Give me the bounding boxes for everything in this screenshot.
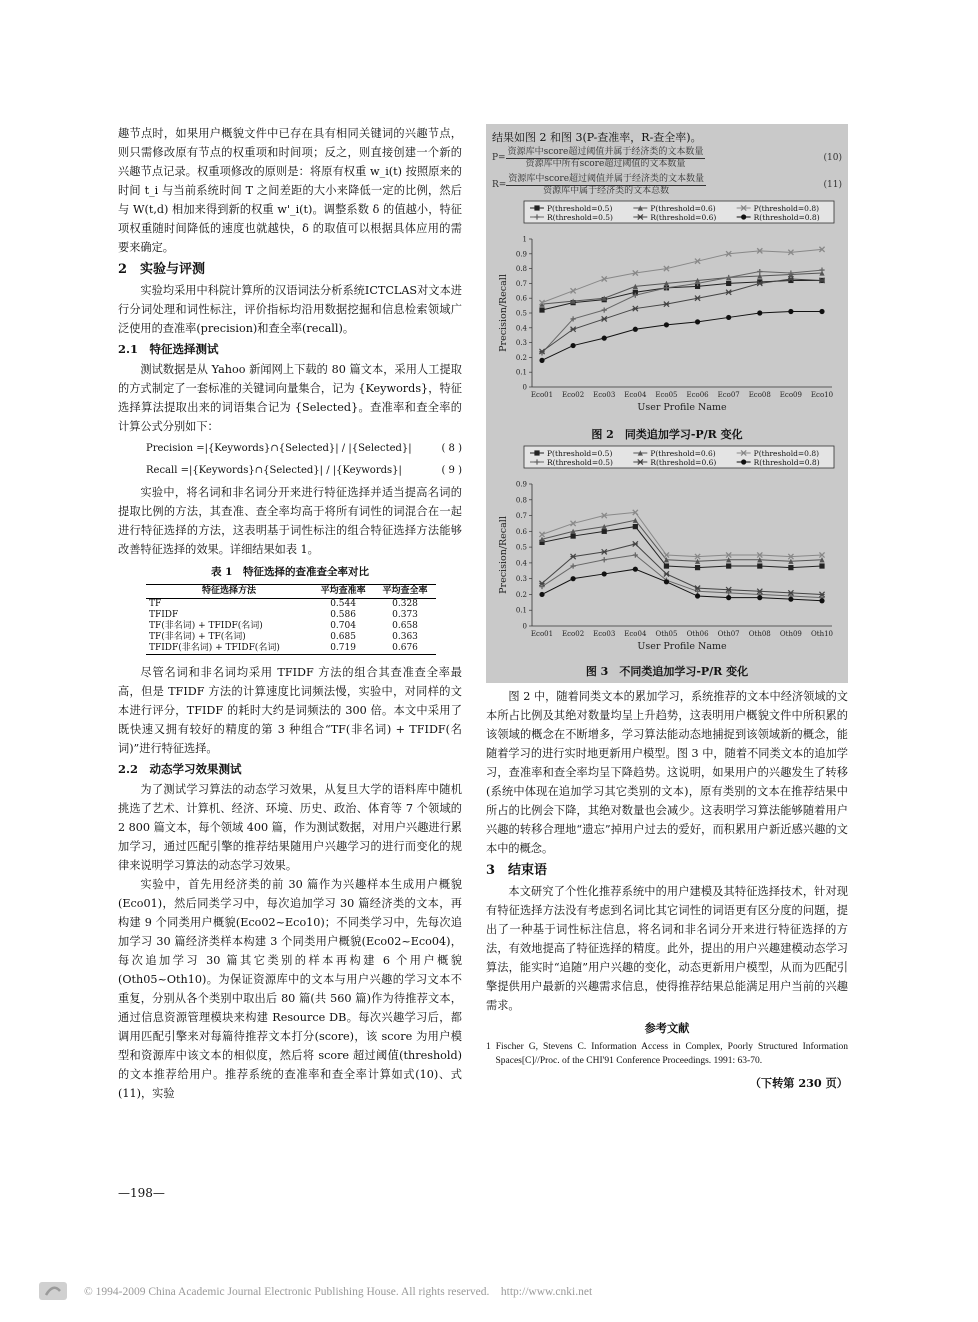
x-tick-label: Eco01 xyxy=(530,630,554,638)
paragraph: 本文研究了个性化推荐系统中的用户建模及其特征选择技术，针对现有特征选择方法没有考虑到名词比其它词性的词语更有区分度的问题，提出了一种基于词性标注信息，将名词和非名词分开来进行特征选择的方法，有效地提高了特征选择的精度。此外，提出的用户兴趣建模动态学习算法，能实时“追随”用户兴趣的变化，动态更新用户模型，从而为匹配引擎提供用户最新的兴趣需求信息，使得推荐结果总能满足用户当前的兴趣需求。 xyxy=(486,885,848,1012)
table-cell: TF(非名词) + TF(名词) xyxy=(149,632,246,642)
y-tick-label: 0.7 xyxy=(515,279,527,288)
data-point xyxy=(819,309,824,314)
data-point xyxy=(695,593,700,598)
table-row xyxy=(146,599,436,611)
y-tick-label: 0 xyxy=(522,622,527,631)
copyright-text: © 1994-2009 China Academic Journal Electronic Publishing House. All rights reserved. http://www.cnki.net xyxy=(84,1286,593,1298)
table-cell: 0.719 xyxy=(312,643,374,655)
y-tick-label: 0 xyxy=(522,383,527,392)
data-point xyxy=(757,310,762,315)
table-cell: 0.685 xyxy=(330,632,356,642)
table-row xyxy=(146,632,436,643)
paragraph: 图 2 中，随着同类文本的累加学习，系统推荐的文本中经济领域的文本所占比例及其绝对数量均呈上升趋势，这表明用户概貌文件中所积累的该领域的概念在不断增多，学习算法能动态地捕捉到该领域新的概念，能随着学习的进行实时地更新用户模型。图 3 中，随着不同类文本的追加学习，查准率和查全率均呈下降趋势。这说明，如果用户的兴趣发生了转移(系统中体现在追加学习其它类别的文本)，原有类别的文本在推荐结果中所占的比例会下降，其绝对数量也会减少。这表明学习算法能够随着用户兴趣的转移合理地“遗忘”掉用户过去的爱好，而积累用户新近感兴趣的文本中的概念。 xyxy=(486,690,848,855)
y-tick-label: 0.3 xyxy=(515,575,527,584)
x-tick-label: Eco08 xyxy=(748,391,771,399)
section-heading: 2 实验与评测 xyxy=(118,262,206,277)
legend-entry: R(threshold=0.5) xyxy=(547,213,613,222)
references-heading: 参考文献 xyxy=(644,1021,690,1035)
table-cell: 0.373 xyxy=(392,610,418,620)
data-point xyxy=(633,524,638,529)
table-caption: 表 1 特征选择的查准查全率对比 xyxy=(211,566,369,578)
y-tick-label: 1 xyxy=(522,235,527,244)
figure-caption: 图 2 同类追加学习-P/R 变化 xyxy=(591,428,743,441)
data-point xyxy=(757,595,762,600)
paragraph: 为了测试学习算法的动态学习效果，从复旦大学的语料库中随机挑选了艺术、计算机、经济、环境、历史、政治、体育等 7 个领域的 2 800 篇文本，每个领域 400 篇，作为测试数据，对用户兴趣进行累加学习，通过匹配引擎的推荐结果随用户兴趣学习的进行而变化的规律来说明学习算法的动态学习效果。 xyxy=(118,783,462,872)
equation-denominator: 资源库中属于经济类的文本总数 xyxy=(543,186,670,196)
data-point xyxy=(571,576,576,581)
table-cell: TFIDF xyxy=(149,610,179,620)
x-tick-label: Eco02 xyxy=(562,630,585,638)
data-point xyxy=(695,319,700,324)
reference-item: 1 Fischer G, Stevens C. Information Access in Complex, Poorly Structured Information Spaces[C]//Proc. of the CHI'91 Conference Proceedings. 1991: 63-70. xyxy=(486,1042,848,1066)
page-number: —198— xyxy=(118,1186,165,1200)
y-tick-label: 0.9 xyxy=(515,250,527,259)
data-point xyxy=(633,327,638,332)
table-row xyxy=(146,621,436,632)
y-tick-label: 0.5 xyxy=(515,309,527,318)
y-tick-label: 0.6 xyxy=(515,294,527,303)
x-tick-label: Oth06 xyxy=(686,630,709,638)
table-cell: 0.676 xyxy=(374,643,436,655)
data-point xyxy=(757,563,762,568)
continued-note: （下转第 230 页） xyxy=(749,1076,848,1090)
data-point xyxy=(788,309,793,314)
table-cell: 0.328 xyxy=(392,599,418,609)
y-axis-label: Precision/Recall xyxy=(498,516,509,594)
legend-entry: P(threshold=0.5) xyxy=(547,449,613,458)
formula-number: ( 9 ) xyxy=(441,465,462,476)
table-cell: TF(非名词) + TFIDF(名词) xyxy=(149,621,263,631)
data-point xyxy=(788,565,793,570)
legend-entry: P(threshold=0.8) xyxy=(753,204,820,213)
chart-legend xyxy=(524,201,834,223)
y-tick-label: 0.1 xyxy=(515,606,527,615)
data-point xyxy=(726,563,731,568)
y-tick-label: 0.2 xyxy=(515,353,527,362)
data-point xyxy=(726,595,731,600)
data-point xyxy=(539,358,544,363)
legend-marker xyxy=(741,214,746,219)
x-axis-label: User Profile Name xyxy=(637,402,727,413)
x-tick-label: Eco10 xyxy=(810,391,834,399)
formula-recall xyxy=(146,461,462,480)
x-tick-label: Eco01 xyxy=(530,391,554,399)
legend-entry: P(threshold=0.6) xyxy=(650,204,716,213)
right-column xyxy=(486,124,848,1093)
y-tick-label: 0.6 xyxy=(515,527,527,536)
equation-numerator: 资源库中score超过阈值并属于经济类的文本数量 xyxy=(508,174,705,184)
chart-legend xyxy=(524,446,834,468)
x-tick-label: Oth10 xyxy=(811,630,833,638)
legend-entry: R(threshold=0.5) xyxy=(547,458,613,467)
legend-entry: P(threshold=0.5) xyxy=(547,204,613,213)
data-point xyxy=(788,597,793,602)
data-point xyxy=(664,563,669,568)
data-point xyxy=(695,565,700,570)
x-tick-label: Eco05 xyxy=(655,391,678,399)
paragraph: 实验均采用中科院计算所的汉语词法分析系统ICTCLAS对文本进行分词处理和词性标注，评价指标均沿用数据挖掘和信息检索领域广泛使用的查准率(precision)和查全率(recall)。 xyxy=(118,284,462,335)
legend-entry: R(threshold=0.6) xyxy=(650,213,717,222)
y-axis-label: Precision/Recall xyxy=(498,274,509,352)
table-cell: 0.544 xyxy=(330,599,356,609)
figure-scan xyxy=(486,124,848,683)
legend-entry: R(threshold=0.6) xyxy=(650,458,717,467)
data-point xyxy=(664,322,669,327)
table-header: 平均查全率 xyxy=(374,585,436,599)
x-tick-label: Eco09 xyxy=(779,391,802,399)
legend-marker xyxy=(741,459,746,464)
data-point xyxy=(726,315,731,320)
section-heading: 3 结束语 xyxy=(486,863,548,878)
data-point xyxy=(602,571,607,576)
formula-text: Recall =|{Keywords}∩{Selected}| / |{Keywords}| xyxy=(146,465,402,476)
paragraph: 结果如图 2 和图 3(P-查准率，R-查全率)。 xyxy=(492,131,702,144)
y-tick-label: 0.9 xyxy=(515,480,527,489)
legend-marker xyxy=(534,205,539,210)
y-tick-label: 0.8 xyxy=(515,265,527,274)
paragraph: 尽管名词和非名词均采用 TFIDF 方法的组合其查准查全率最高，但是 TFIDF 方法的计算速度比词频法慢，实验中，对同样的文本进行评分，TFIDF 的耗时大约是词频法的 300 倍。本文中采用了既快速又拥有较好的精度的第 3 种组合“TF(非名词) + TFIDF(名词)”进行特征选择。 xyxy=(118,666,462,755)
x-tick-label: Oth08 xyxy=(748,630,771,638)
table-row xyxy=(146,610,436,621)
y-tick-label: 0.4 xyxy=(515,559,527,568)
legend-entry: P(threshold=0.6) xyxy=(650,449,716,458)
y-tick-label: 0.7 xyxy=(515,512,527,521)
footer xyxy=(38,1280,592,1302)
equation-numerator: 资源库中score超过阈值并属于经济类的文本数量 xyxy=(507,147,704,157)
table-cell: 0.658 xyxy=(392,621,418,631)
equation-number: (10) xyxy=(823,153,842,163)
figure-2-chart xyxy=(492,197,842,419)
cnki-logo-icon xyxy=(38,1280,68,1302)
data-point xyxy=(571,343,576,348)
legend-entry: R(threshold=0.8) xyxy=(753,213,820,222)
data-point xyxy=(819,598,824,603)
paragraph: 测试数据是从 Yahoo 新闻网上下载的 80 篇文本，采用人工提取的方式制定了一套标准的关键词向量集合，记为 {Keywords}，特征选择算法提取出来的词语集合记为 {Selected}。查准率和查全率的计算公式分别如下： xyxy=(118,363,462,433)
x-tick-label: Oth05 xyxy=(655,630,678,638)
data-point xyxy=(819,563,824,568)
x-tick-label: Eco04 xyxy=(624,391,647,399)
equation-11 xyxy=(492,174,842,197)
formula-text: Precision =|{Keywords}∩{Selected}| / |{Selected}| xyxy=(146,443,412,454)
paragraph: 实验中，首先用经济类的前 30 篇作为兴趣样本生成用户概貌(Eco01)，然后同类学习中，每次追加学习 30 篇经济类的文本，再构建 9 个同类用户概貌(Eco02~Eco10)；不同类学习中，先每次追加学习 30 篇经济类样本构建 3 个同类用户概貌(Eco02~Eco04)，每次追加学习 30 篇其它类别的样本再构建 6 个用户概貌(Oth05~Oth10)。为保证资源库中的文本与用户兴趣的学习文本不重复，分别从各个类别中取出后 80 篇(共 560 篇)作为待推荐文本，通过信息资源管理模块来构建 Resource DB。每次兴趣学习后，都调用匹配引擎来对每篇待推荐文本打分(score)，该 score 为用户模型和资源库中该文本的相似度，然后将 score 超过阈值(threshold)的文本推荐给用户。推荐系统的查准率和查全率计算如式(10)、式(11)，实验 xyxy=(118,878,462,1100)
table-cell: TFIDF(非名词) + TFIDF(名词) xyxy=(146,643,312,655)
data-point xyxy=(664,579,669,584)
legend-entry: R(threshold=0.8) xyxy=(753,458,820,467)
figure-3-chart xyxy=(492,444,842,656)
x-tick-label: Eco06 xyxy=(686,391,709,399)
equation-10 xyxy=(492,147,842,170)
y-tick-label: 0.2 xyxy=(515,590,527,599)
table-cell: 0.363 xyxy=(392,632,418,642)
table-cell: 0.704 xyxy=(330,621,356,631)
data-point xyxy=(571,533,576,538)
table-header: 平均查准率 xyxy=(312,585,374,599)
equation-lhs: P= xyxy=(492,153,506,163)
left-column xyxy=(118,124,462,1103)
x-axis-label: User Profile Name xyxy=(637,641,727,652)
table-cell: 0.586 xyxy=(330,610,356,620)
formula-precision xyxy=(146,439,462,458)
legend-entry: P(threshold=0.8) xyxy=(753,449,820,458)
formula-number: ( 8 ) xyxy=(441,443,462,454)
x-tick-label: Eco03 xyxy=(593,630,616,638)
table-cell: TF xyxy=(149,599,162,609)
data-point xyxy=(602,529,607,534)
equation-denominator: 资源库中所有score超过阈值的文本数量 xyxy=(525,159,686,169)
table-row xyxy=(146,643,436,655)
y-tick-label: 0.4 xyxy=(515,324,527,333)
x-tick-label: Eco07 xyxy=(717,391,740,399)
x-tick-label: Oth07 xyxy=(717,630,740,638)
y-tick-label: 0.5 xyxy=(515,543,527,552)
subsection-heading: 2.1 特征选择测试 xyxy=(118,342,219,356)
legend-marker xyxy=(534,450,539,455)
data-point xyxy=(602,336,607,341)
y-tick-label: 0.3 xyxy=(515,339,527,348)
data-point xyxy=(539,307,544,312)
paragraph: 实验中，将名词和非名词分开来进行特征选择并适当提高名词的提取比例的方法，其查准、查全率均高于将所有词性的词混合在一起进行特征选择的方法，这表明基于词性标注的组合特征选择方法能够改善特征选择的效果。详细结果如表 1。 xyxy=(118,486,462,556)
equation-fraction xyxy=(506,174,706,197)
comparison-table xyxy=(146,584,436,655)
equation-number: (11) xyxy=(823,180,842,190)
data-point xyxy=(539,592,544,597)
equation-fraction xyxy=(506,147,706,170)
x-tick-label: Eco02 xyxy=(562,391,585,399)
table-header: 特征选择方法 xyxy=(146,585,312,599)
data-point xyxy=(633,567,638,572)
x-tick-label: Eco04 xyxy=(624,630,647,638)
x-tick-label: Oth09 xyxy=(779,630,802,638)
x-tick-label: Eco03 xyxy=(593,391,616,399)
y-tick-label: 0.8 xyxy=(515,496,527,505)
subsection-heading: 2.2 动态学习效果测试 xyxy=(118,762,242,776)
paragraph: 趣节点时，如果用户概貌文件中已存在具有相同关键词的兴趣节点，则只需修改原有节点的权重项和时间项；反之，则直接创建一个新的兴趣节点记录。权重项修改的原则是：将原有权重 w_i(t) 按照原来的时间 t_i 与当前系统时间 T 之间差距的大小来降低一定的比例，然后与 W(t,d) 相加来得到新的权重 w'_i(t)。调整系数 δ 的值越小，特征项权重随时间降低的速度也就越快，δ 的取值可以根据具体应用的需要来确定。 xyxy=(118,127,462,254)
y-tick-label: 0.1 xyxy=(515,368,527,377)
data-point xyxy=(726,281,731,286)
figure-caption: 图 3 不同类追加学习-P/R 变化 xyxy=(585,665,749,678)
equation-lhs: R= xyxy=(492,180,507,190)
